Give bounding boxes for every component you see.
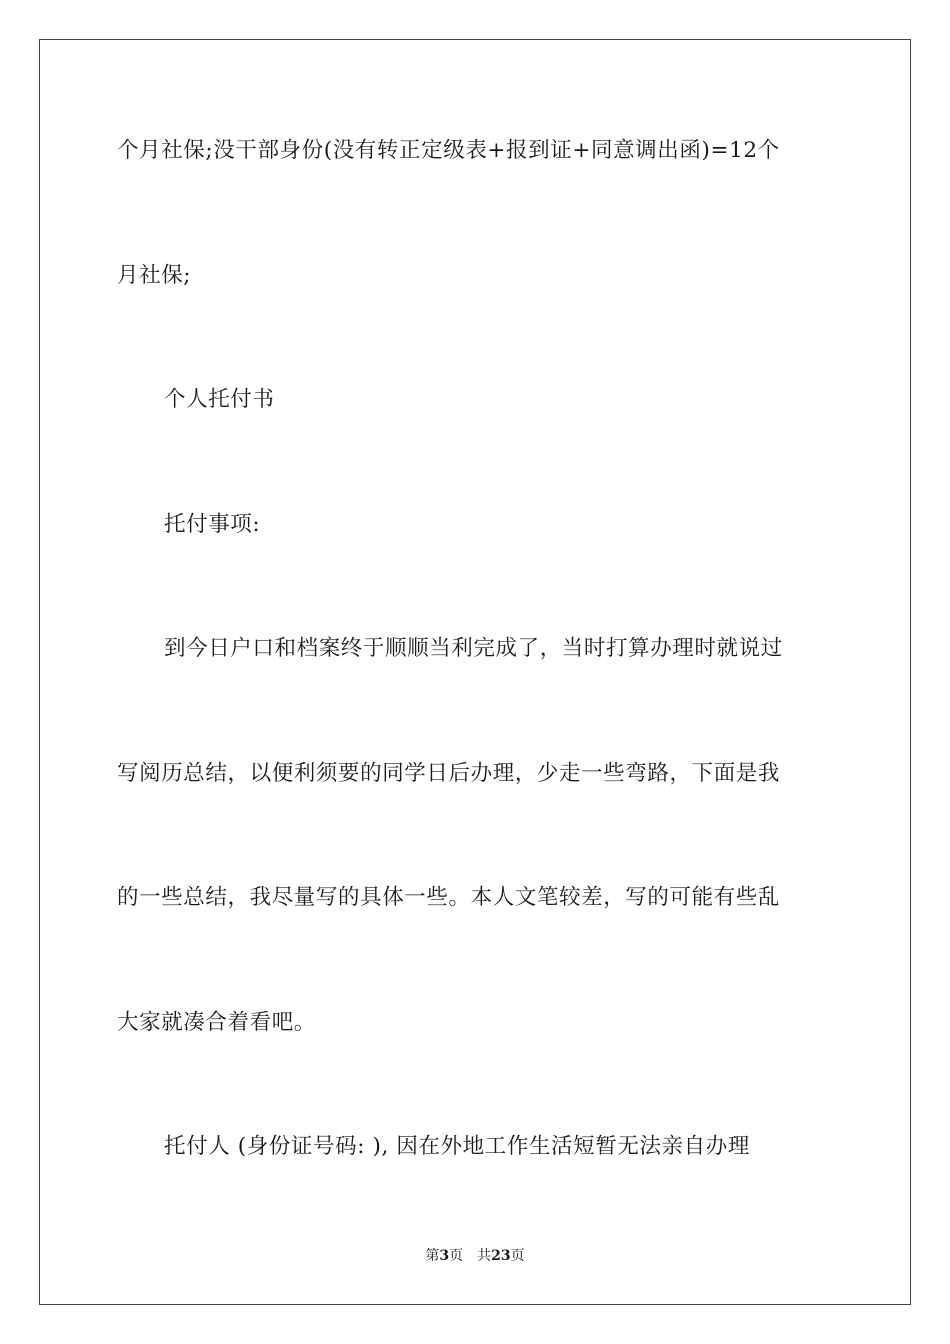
footer-total-prefix: 共 (477, 1248, 492, 1264)
footer-page-number: 3 (439, 1248, 450, 1264)
body-line-6: 写阅历总结，以便利须要的同学日后办理，少走一些弯路，下面是我 (117, 761, 781, 786)
body-line-1: 个月社保;没干部身份(没有转正定级表+报到证+同意调出函)=12个 (117, 138, 780, 163)
body-line-5: 到今日户口和档案终于顺顺当利完成了，当时打算办理时就说过 (164, 636, 783, 661)
page-border (39, 39, 911, 1305)
footer-total-suffix: 页 (510, 1248, 525, 1264)
body-line-8: 大家就凑合着看吧。 (117, 1010, 316, 1035)
footer-page-prefix: 第 (425, 1248, 440, 1264)
page-footer (0, 1246, 950, 1266)
body-line-9: 托付人 (身份证号码: ), 因在外地工作生活短暂无法亲自办理 (164, 1134, 750, 1159)
footer-total-pages: 23 (491, 1248, 511, 1264)
body-line-7: 的一些总结，我尽量写的具体一些。本人文笔较差，写的可能有些乱 (117, 885, 781, 910)
body-line-2: 月社保; (117, 263, 192, 288)
section-heading-letter: 个人托付书 (164, 387, 275, 412)
footer-page-suffix: 页 (449, 1248, 464, 1264)
section-heading-matters: 托付事项: (164, 512, 261, 537)
